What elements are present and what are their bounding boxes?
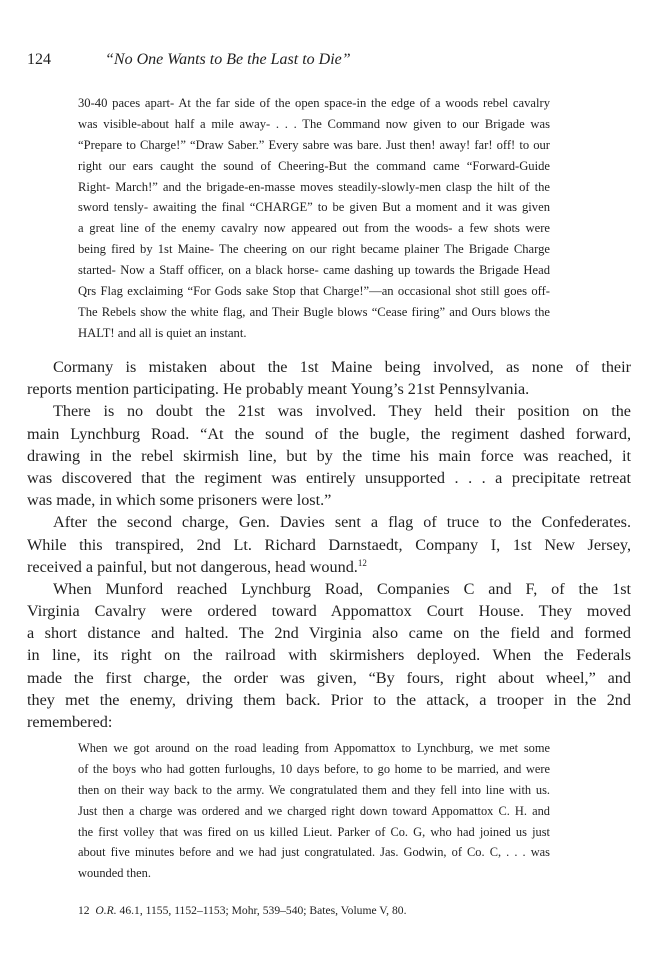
- footnote-ref: 12: [357, 557, 367, 568]
- body-text: [27, 356, 631, 733]
- quote1-line: “Prepare to Charge!” “Draw Saber.” Every sabre was bare. Just then! away! far! off! to our: [78, 137, 550, 152]
- body-line: was discovered that the regiment was entirely unsupported . . . a precipitate retreat: [27, 468, 631, 487]
- block-quote-cormany: [78, 93, 550, 344]
- body-line: There is no doubt the 21st was involved. They held their position on the: [53, 402, 631, 421]
- quote1-line: sword tensly- awaiting the final “CHARGE” to be given But a moment and it was given: [78, 200, 550, 215]
- body-line: remembered:: [27, 713, 113, 731]
- quote1-line: The Rebels show the white flag, and Their Bugle blows “Cease firing” and Ours blows the: [78, 304, 550, 319]
- quote1-line: a great line of the enemy cavalry now appeared out from the woods- a few shots were: [78, 221, 550, 236]
- quote2-line: of the boys who had gotten furloughs, 10 days before, to go home to be married, and were: [78, 761, 550, 776]
- footnote-number: 12: [78, 904, 90, 917]
- quote2-line: then on their way back to the army. We congratulated them and they fell into line with us.: [78, 782, 550, 797]
- running-header: [27, 50, 627, 70]
- body-line: drawing in the rebel skirmish line, but by the time his main force was reached, it: [27, 446, 631, 465]
- body-line: When Munford reached Lynchburg Road, Companies C and F, of the 1st: [53, 579, 631, 598]
- quote1-line: being fired by 1st Maine- The cheering on our right became plainer The Brigade Charge: [78, 242, 550, 257]
- body-line: Cormany is mistaken about the 1st Maine being involved, as none of their: [53, 358, 631, 376]
- quote1-line: right our ears caught the sound of Cheering-But the command came “Forward-Guide: [78, 158, 550, 173]
- body-line: a short distance and halted. The 2nd Virginia also came on the field and formed: [27, 624, 631, 643]
- quote2-line: about five minutes before and we had just congratulated. Jas. Godwin, of Co. C, . . . was: [78, 845, 550, 860]
- quote2-line: When we got around on the road leading from Appomattox to Lynchburg, we met some: [78, 741, 550, 755]
- quote1-line: was visible-about half a mile away- . . . The Command now given to our Brigade was: [78, 116, 550, 131]
- quote2-line: the first volley that was fired on us killed Lieut. Parker of Co. G, who had joined us just: [78, 824, 550, 839]
- body-line: Virginia Cavalry were ordered toward Appomattox Court House. They moved: [27, 602, 631, 621]
- page-number: 124: [27, 51, 51, 68]
- quote2-line: wounded then.: [78, 866, 151, 881]
- body-line: made the first charge, the order was given, “By fours, right about wheel,” and: [27, 668, 631, 687]
- body-line: in line, its right on the railroad with skirmishers deployed. When the Federals: [27, 646, 631, 665]
- body-line: received a painful, but not dangerous, head wound.$^{12}$: [27, 557, 367, 576]
- body-line: main Lynchburg Road. “At the sound of the bugle, the regiment dashed forward,: [27, 424, 631, 443]
- quote1-line: Right- March!” and the brigade-en-masse moves steadily-slowly-men clasp the hilt of the: [78, 179, 550, 194]
- body-line: After the second charge, Gen. Davies sent a flag of truce to the Confederates.: [53, 513, 631, 532]
- footnote-source: O.R.: [95, 904, 117, 917]
- quote1-line: HALT! and all is quiet an instant.: [78, 325, 247, 340]
- footnote: [78, 903, 558, 919]
- body-line: While this transpired, 2nd Lt. Richard Darnstaedt, Company I, 1st New Jersey,: [27, 535, 631, 554]
- footnote-text: 46.1, 1155, 1152–1153; Mohr, 539–540; Bates, Volume V, 80.: [116, 904, 407, 917]
- quote2-line: Just then a charge was ordered and we charged right down toward Appomattox C. H. and: [78, 803, 550, 818]
- quote1-line: started- Now a Staff officer, on a black horse- came dashing up towards the Brigade Head: [78, 263, 550, 278]
- body-line: they met the enemy, driving them back. Prior to the attack, a trooper in the 2nd: [27, 690, 631, 709]
- body-line: reports mention participating. He probably meant Young’s 21st Pennsylvania.: [27, 380, 530, 399]
- block-quote-trooper: [78, 738, 550, 884]
- book-title: “No One Wants to Be the Last to Die”: [105, 51, 351, 68]
- body-line: was made, in which some prisoners were lost.”: [27, 491, 332, 510]
- quote1-line: 30-40 paces apart- At the far side of the open space-in the edge of a woods rebel cavalry: [78, 96, 550, 110]
- quote1-line: Qrs Flag exclaiming “For Gods sake Stop that Charge!”—an occasional shot still goes off-: [78, 284, 550, 299]
